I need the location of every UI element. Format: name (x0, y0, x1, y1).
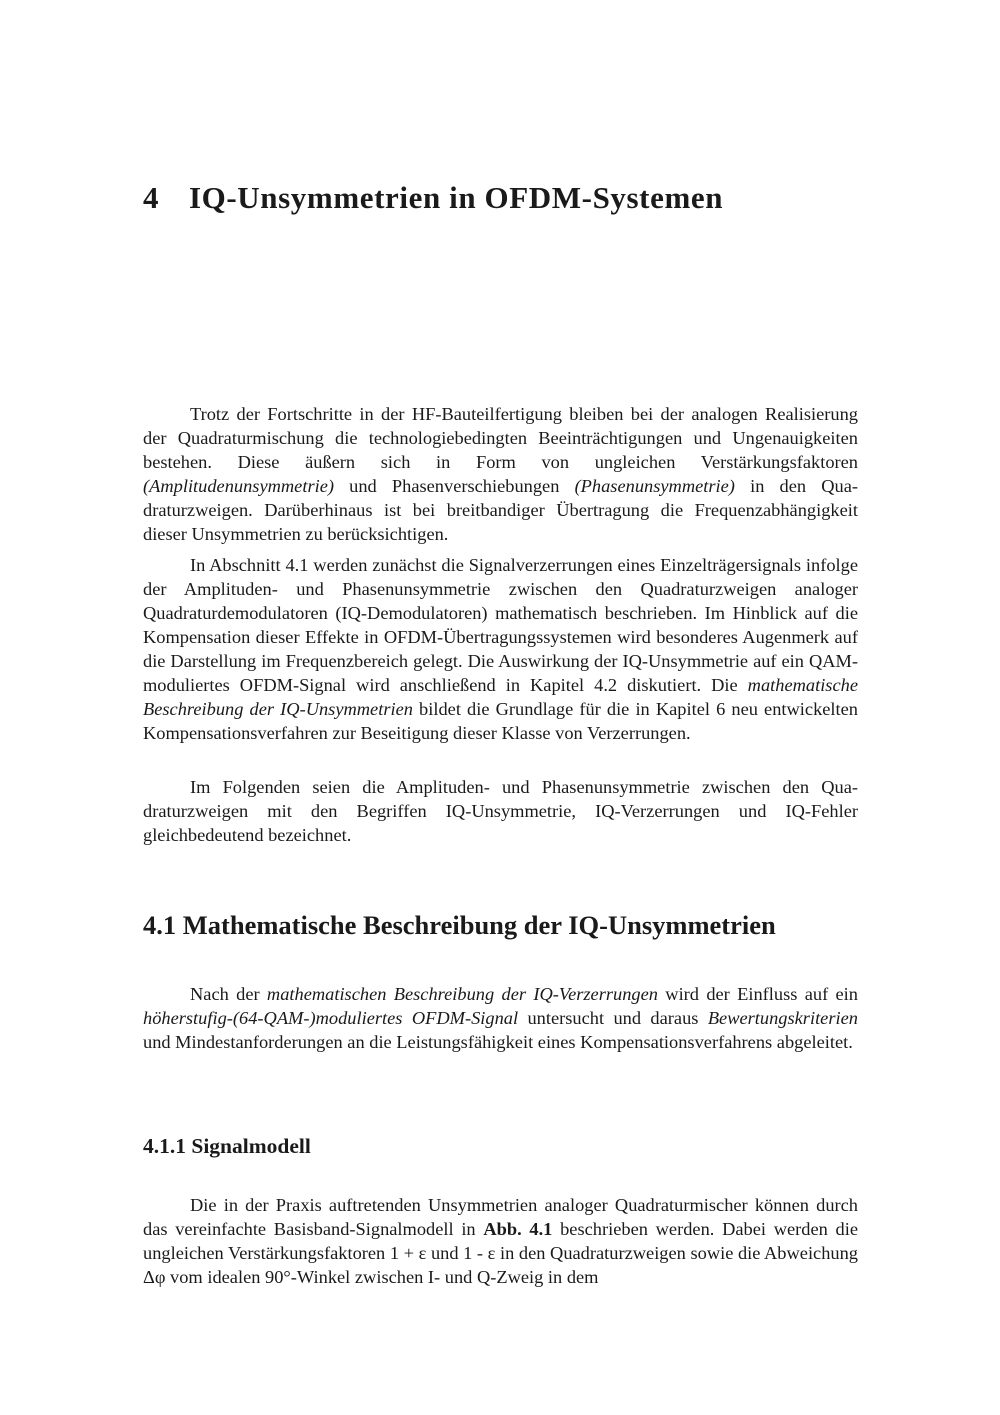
section-4-1-paragraph (143, 982, 858, 1054)
figure-reference: Abb. 4.1 (483, 1219, 553, 1239)
text-run: bildet die Grundlage für die in Kapitel 6 neu entwickelten Kompensationsverfahren zur Beseitigung dieser Klasse von Verzerrungen. (143, 699, 859, 743)
intro-paragraph-1 (143, 402, 858, 546)
text-run: untersucht und daraus (518, 1008, 708, 1028)
italic-term: Bewertungskriterien (707, 1008, 858, 1028)
text-run: wird der Einfluss auf ein (657, 984, 858, 1004)
chapter-number: 4 (143, 180, 160, 215)
italic-term: mathematischen Beschreibung der IQ-Verzerrungen (266, 984, 658, 1004)
text-run: und Mindestanforderungen an die Leistungsfähigkeit eines Kompensationsverfahrens abgeleitet. (143, 1032, 853, 1052)
section-heading-4-1-1: 4.1.1 Signalmodell (143, 1134, 311, 1158)
section-4-1-1-paragraph (143, 1193, 858, 1289)
italic-term: (Amplitudenunsymmetrie) (143, 476, 335, 496)
intro-paragraph-2 (143, 553, 858, 745)
text-run: Nach der (190, 984, 267, 1004)
text-run: Trotz der Fortschritte in der HF-Bauteilfertigung bleiben bei der analogen Realisierung der Quadraturmischung die technologiebedingten Beeinträchtigungen und Ungenauigkeiten bestehen. Diese äußern sich in Form von ungleichen Verstärkungsfaktoren (143, 404, 858, 472)
text-run: Die in der Praxis auftretenden Unsymmetrien analoger Quadraturmischer können durch das vereinfachte Basisband-Signalmodell in (143, 1195, 858, 1239)
chapter-title: IQ-Unsymmetrien in OFDM-Systemen (189, 180, 724, 215)
italic-term: (Phasenunsymmetrie) (574, 476, 735, 496)
section-heading-4-1: 4.1 Mathematische Beschreibung der IQ-Unsymmetrien (143, 910, 776, 940)
text-run: beschrieben werden. Dabei werden die ungleichen Verstärkungsfaktoren 1 + ε und 1 - ε in den Quadraturzweigen sowie die Abweichung Δφ vom idealen 90°-Winkel zwischen I- und Q-Zweig in dem (143, 1219, 858, 1287)
text-run: In Abschnitt 4.1 werden zunächst die Signalverzerrungen eines Einzelträgersignals infolge der Amplituden- und Phasenunsymmetrie zwischen den Quadraturzweigen analoger Quadraturdemodulatoren (IQ-Demodulatoren) mathematisch beschrieben. Im Hinblick auf die Kompensation dieser Effekte in OFDM-Übertragungssystemen wird besonderes Augenmerk auf die Darstellung im Frequenzbereich gelegt. Die Auswirkung der IQ-Unsymmetrie auf ein QAM-moduliertes OFDM-Signal wird anschließend in Kapitel 4.2 diskutiert. Die (143, 555, 858, 695)
text-run: und Phasenverschiebungen (334, 476, 575, 496)
text-run: in den Quadraturzweigen. Darüberhinaus ist bei breitbandiger Übertragung die Frequenzabhängigkeit dieser Unsymmetrien zu berücksichtigen. (143, 476, 859, 544)
intro-paragraph-3 (143, 775, 858, 847)
italic-term: höherstufig-(64-QAM-)moduliertes OFDM-Signal (143, 1008, 519, 1028)
chapter-heading (143, 180, 723, 216)
italic-term: mathematische Beschreibung der IQ-Unsymmetrien (143, 675, 858, 719)
text-run: Im Folgenden seien die Amplituden- und Phasenunsymmetrie zwischen den Quadraturzweigen mit den Begriffen IQ-Unsymmetrie, IQ-Verzerrungen und IQ-Fehler gleichbedeutend bezeichnet. (143, 777, 858, 845)
